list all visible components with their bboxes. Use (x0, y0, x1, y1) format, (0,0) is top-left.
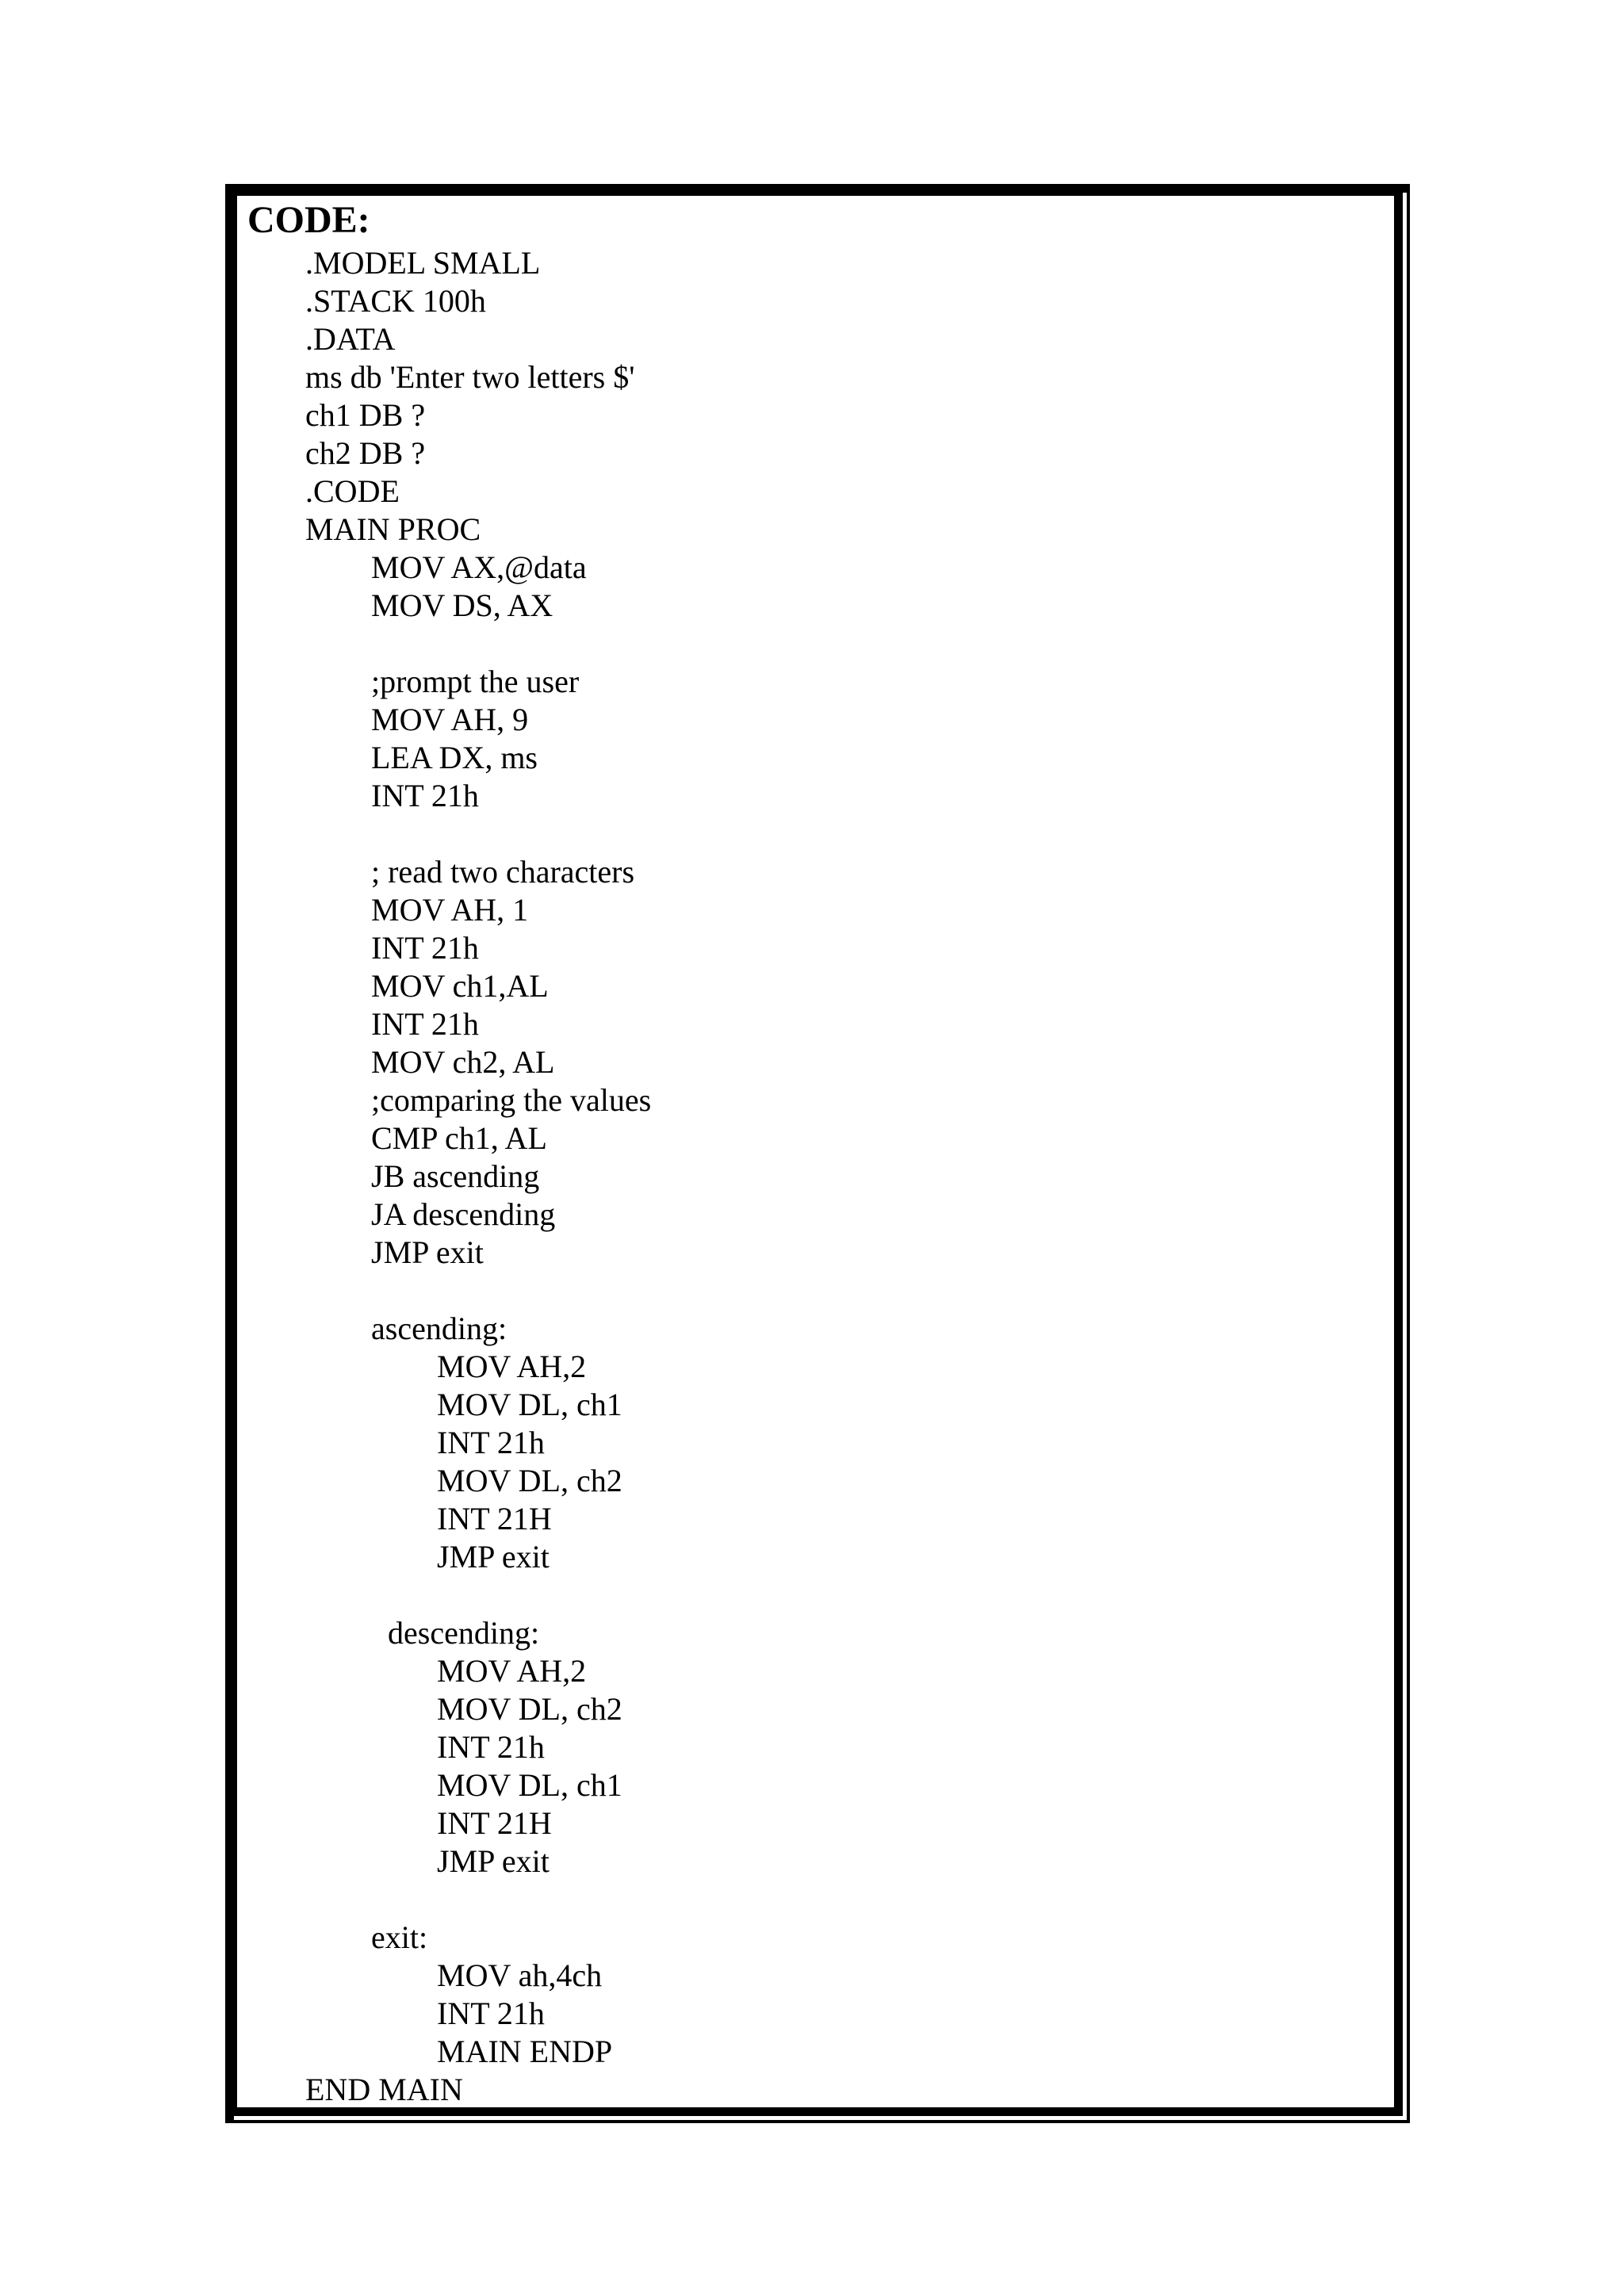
code-line-text: .CODE (305, 473, 400, 509)
code-line-text: MOV DL, ch2 (437, 1691, 622, 1727)
code-line-text: INT 21H (437, 1501, 552, 1536)
code-line-text: ch2 DB ? (305, 435, 426, 471)
code-line-text: ;comparing the values (371, 1082, 652, 1118)
code-line-text: INT 21h (371, 1006, 479, 1042)
code-line-text: .STACK 100h (305, 283, 486, 319)
code-line-text: MOV AH,2 (437, 1653, 587, 1689)
code-line-text: INT 21h (371, 778, 479, 813)
code-line-text: JMP exit (437, 1843, 550, 1879)
code-line-text: .DATA (305, 321, 396, 357)
code-line-text: MOV AH, 9 (371, 702, 529, 737)
code-line-text: ascending: (371, 1311, 508, 1346)
code-line-text: MOV AH,2 (437, 1349, 587, 1384)
code-line-text: MOV DL, ch1 (437, 1387, 622, 1422)
code-line-text: INT 21H (437, 1805, 552, 1841)
code-line-text: CMP ch1, AL (371, 1120, 547, 1156)
code-line-text: exit: (371, 1919, 428, 1955)
code-line-text: JB ascending (371, 1158, 540, 1194)
code-line-text: END MAIN (305, 2072, 463, 2107)
code-line-text: INT 21h (437, 1996, 545, 2031)
code-line-text: JMP exit (371, 1234, 484, 1270)
code-line-text: MAIN ENDP (437, 2034, 613, 2069)
code-line-text: ;prompt the user (371, 664, 580, 699)
code-line-text: INT 21h (371, 930, 479, 966)
code-line-text: MOV ch1,AL (371, 968, 549, 1004)
code-line-text: INT 21h (437, 1425, 545, 1460)
code-line-text: MOV ch2, AL (371, 1044, 555, 1080)
code-line-text: MOV ah,4ch (437, 1957, 603, 1993)
code-heading: CODE: (247, 199, 370, 241)
code-line-text: MAIN PROC (305, 511, 481, 547)
code-line-text: ms db 'Enter two letters $' (305, 359, 635, 395)
code-line-text: LEA DX, ms (371, 740, 538, 775)
code-line-text: ; read two characters (371, 854, 635, 890)
code-line-text: ch1 DB ? (305, 397, 426, 433)
code-line-text: descending: (388, 1615, 540, 1651)
code-line-text: INT 21h (437, 1729, 545, 1765)
code-line-text: MOV AH, 1 (371, 892, 529, 928)
code-line-text: .MODEL SMALL (305, 245, 541, 281)
code-line-text: MOV DL, ch2 (437, 1463, 622, 1498)
code-line-text: JMP exit (437, 1539, 550, 1575)
code-line-text: MOV AX,@data (371, 549, 587, 585)
code-line-text: JA descending (371, 1196, 556, 1232)
code-line-text: MOV DL, ch1 (437, 1767, 622, 1803)
code-line-text: MOV DS, AX (371, 587, 553, 623)
